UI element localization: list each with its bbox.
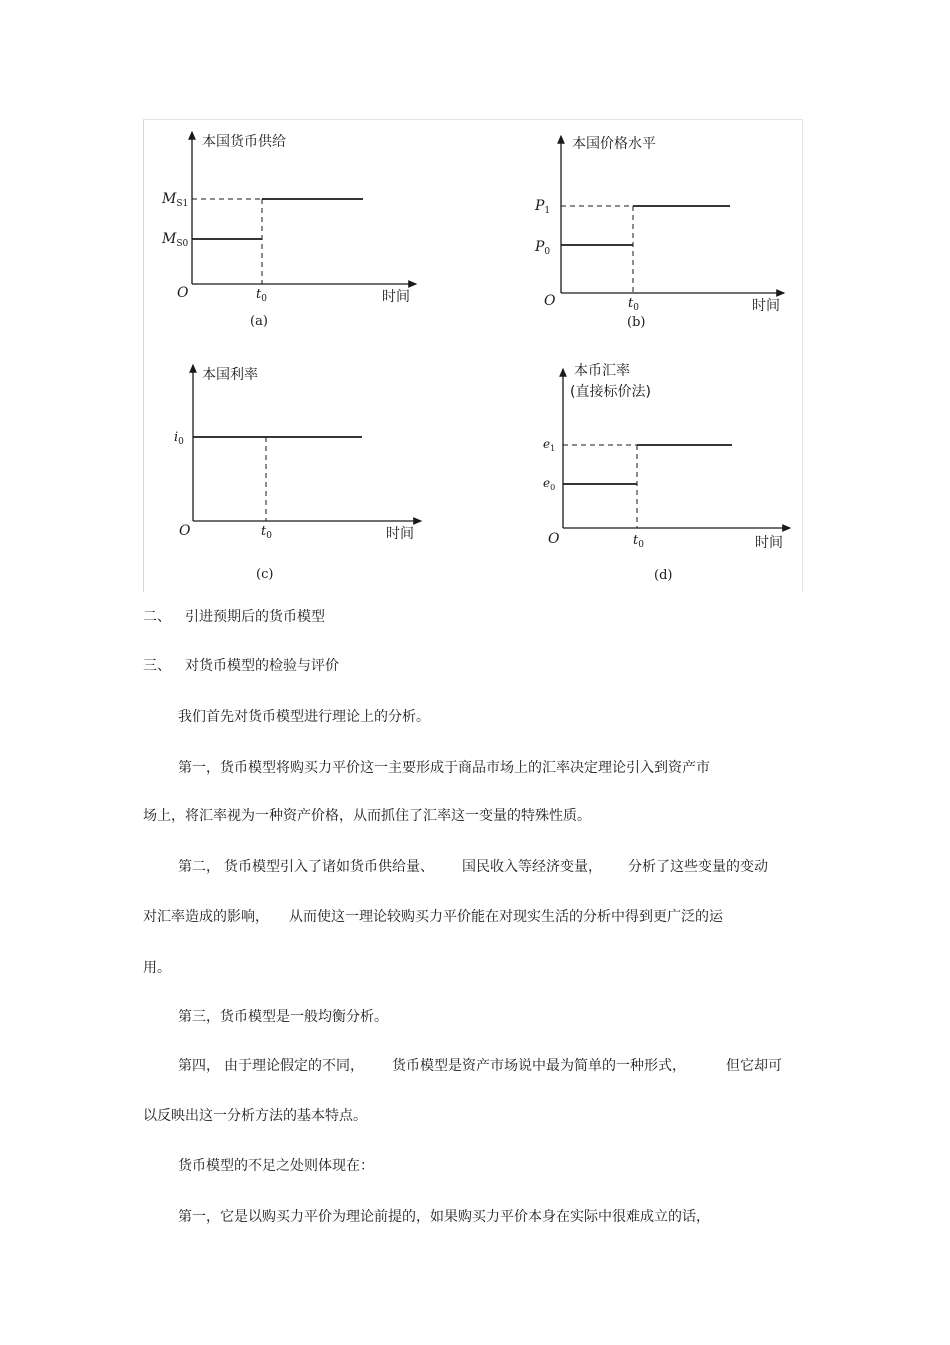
- paragraph-3-line-1: [178, 857, 768, 877]
- section-number: 三、: [143, 658, 171, 674]
- step-charts: [144, 120, 804, 593]
- section-heading-2: [143, 607, 325, 627]
- paragraph-7: 第一，它是以购买力平价为理论前提的，如果购买力平价本身在实际中很难成立的话，: [178, 1209, 710, 1225]
- text-run: 分析了这些变量的变动: [628, 859, 768, 875]
- panel-a-ylabel: 本国货币供给: [202, 134, 286, 150]
- text-run: 对汇率造成的影响，: [143, 909, 269, 925]
- panel-b: [534, 135, 784, 330]
- section-number: 二、: [143, 609, 171, 625]
- text-run: 货币模型是资产市场说中最为简单的一种形式，: [392, 1058, 686, 1074]
- section-heading-3: [143, 656, 339, 676]
- panel-b-ylabel: 本国价格水平: [572, 136, 656, 152]
- panel-d-level-low-label: $e_0$: [543, 476, 556, 492]
- panel-d-ylabel: 本币汇率: [574, 363, 630, 379]
- text-run: 由于理论假定的不同，: [224, 1058, 364, 1074]
- panel-b-level-low-label: $P_0$: [535, 239, 551, 257]
- panel-a-origin: O: [177, 285, 189, 301]
- panel-b-origin: O: [544, 293, 556, 309]
- paragraph-5-line-2: 以反映出这一分析方法的基本特点。: [143, 1108, 367, 1124]
- panel-d-origin: O: [548, 531, 560, 547]
- paragraph-2-line-2: 场上，将汇率视为一种资产价格，从而抓住了汇率这一变量的特殊性质。: [143, 808, 591, 824]
- paragraph-3-line-3: 用。: [143, 960, 171, 976]
- panel-b-t0: $t_0$: [628, 296, 639, 313]
- panel-d-caption: (d): [654, 568, 673, 583]
- paragraph-2-line-1: 第一，货币模型将购买力平价这一主要形成于商品市场上的汇率决定理论引入到资产市: [178, 760, 710, 776]
- paragraph-1: 我们首先对货币模型进行理论上的分析。: [178, 709, 430, 725]
- text-run: 货币模型引入了诸如货币供给量、: [224, 859, 434, 875]
- panel-d-xlabel: 时间: [755, 535, 783, 551]
- text-run: 国民收入等经济变量，: [462, 859, 602, 875]
- paragraph-3-line-2: [143, 907, 723, 927]
- panel-c-t0: $t_0$: [261, 524, 272, 541]
- panel-c-level-label: $i_0$: [174, 430, 184, 447]
- panel-a-t0: $t_0$: [256, 287, 267, 304]
- panel-b-caption: (b): [627, 315, 646, 330]
- paragraph-6: 货币模型的不足之处则体现在：: [178, 1158, 374, 1174]
- panel-a: [161, 132, 416, 329]
- panel-a-level-high-label: $M_{S1}$: [162, 191, 189, 209]
- panel-d-t0: $t_0$: [633, 533, 644, 550]
- text-run: 第二，: [178, 859, 220, 875]
- panel-a-caption: (a): [250, 314, 268, 329]
- panel-d-ylabel2: (直接标价法): [570, 384, 651, 400]
- paragraph-4: 第三，货币模型是一般均衡分析。: [178, 1009, 388, 1025]
- panel-c-ylabel: 本国利率: [202, 367, 258, 383]
- panel-c-origin: O: [179, 523, 191, 539]
- text-run: 第四，: [178, 1058, 220, 1074]
- text-run: 但它却可: [726, 1058, 782, 1074]
- panel-c: [174, 365, 421, 582]
- panel-b-level-high-label: $P_1$: [535, 198, 551, 216]
- panel-c-xlabel: 时间: [386, 526, 414, 542]
- paragraph-5-line-1: [178, 1056, 782, 1076]
- panel-a-level-low-label: $M_{S0}$: [162, 231, 189, 249]
- panel-b-xlabel: 时间: [752, 298, 780, 314]
- panel-c-caption: (c): [256, 567, 274, 582]
- panel-d-level-high-label: $e_1$: [543, 437, 556, 453]
- section-title: 引进预期后的货币模型: [185, 609, 325, 625]
- section-title: 对货币模型的检验与评价: [185, 658, 339, 674]
- text-run: 从而使这一理论较购买力平价能在对现实生活的分析中得到更广泛的运: [289, 909, 723, 925]
- panel-d: [543, 362, 790, 583]
- figure-panel-group: [143, 119, 803, 592]
- panel-a-xlabel: 时间: [382, 289, 410, 305]
